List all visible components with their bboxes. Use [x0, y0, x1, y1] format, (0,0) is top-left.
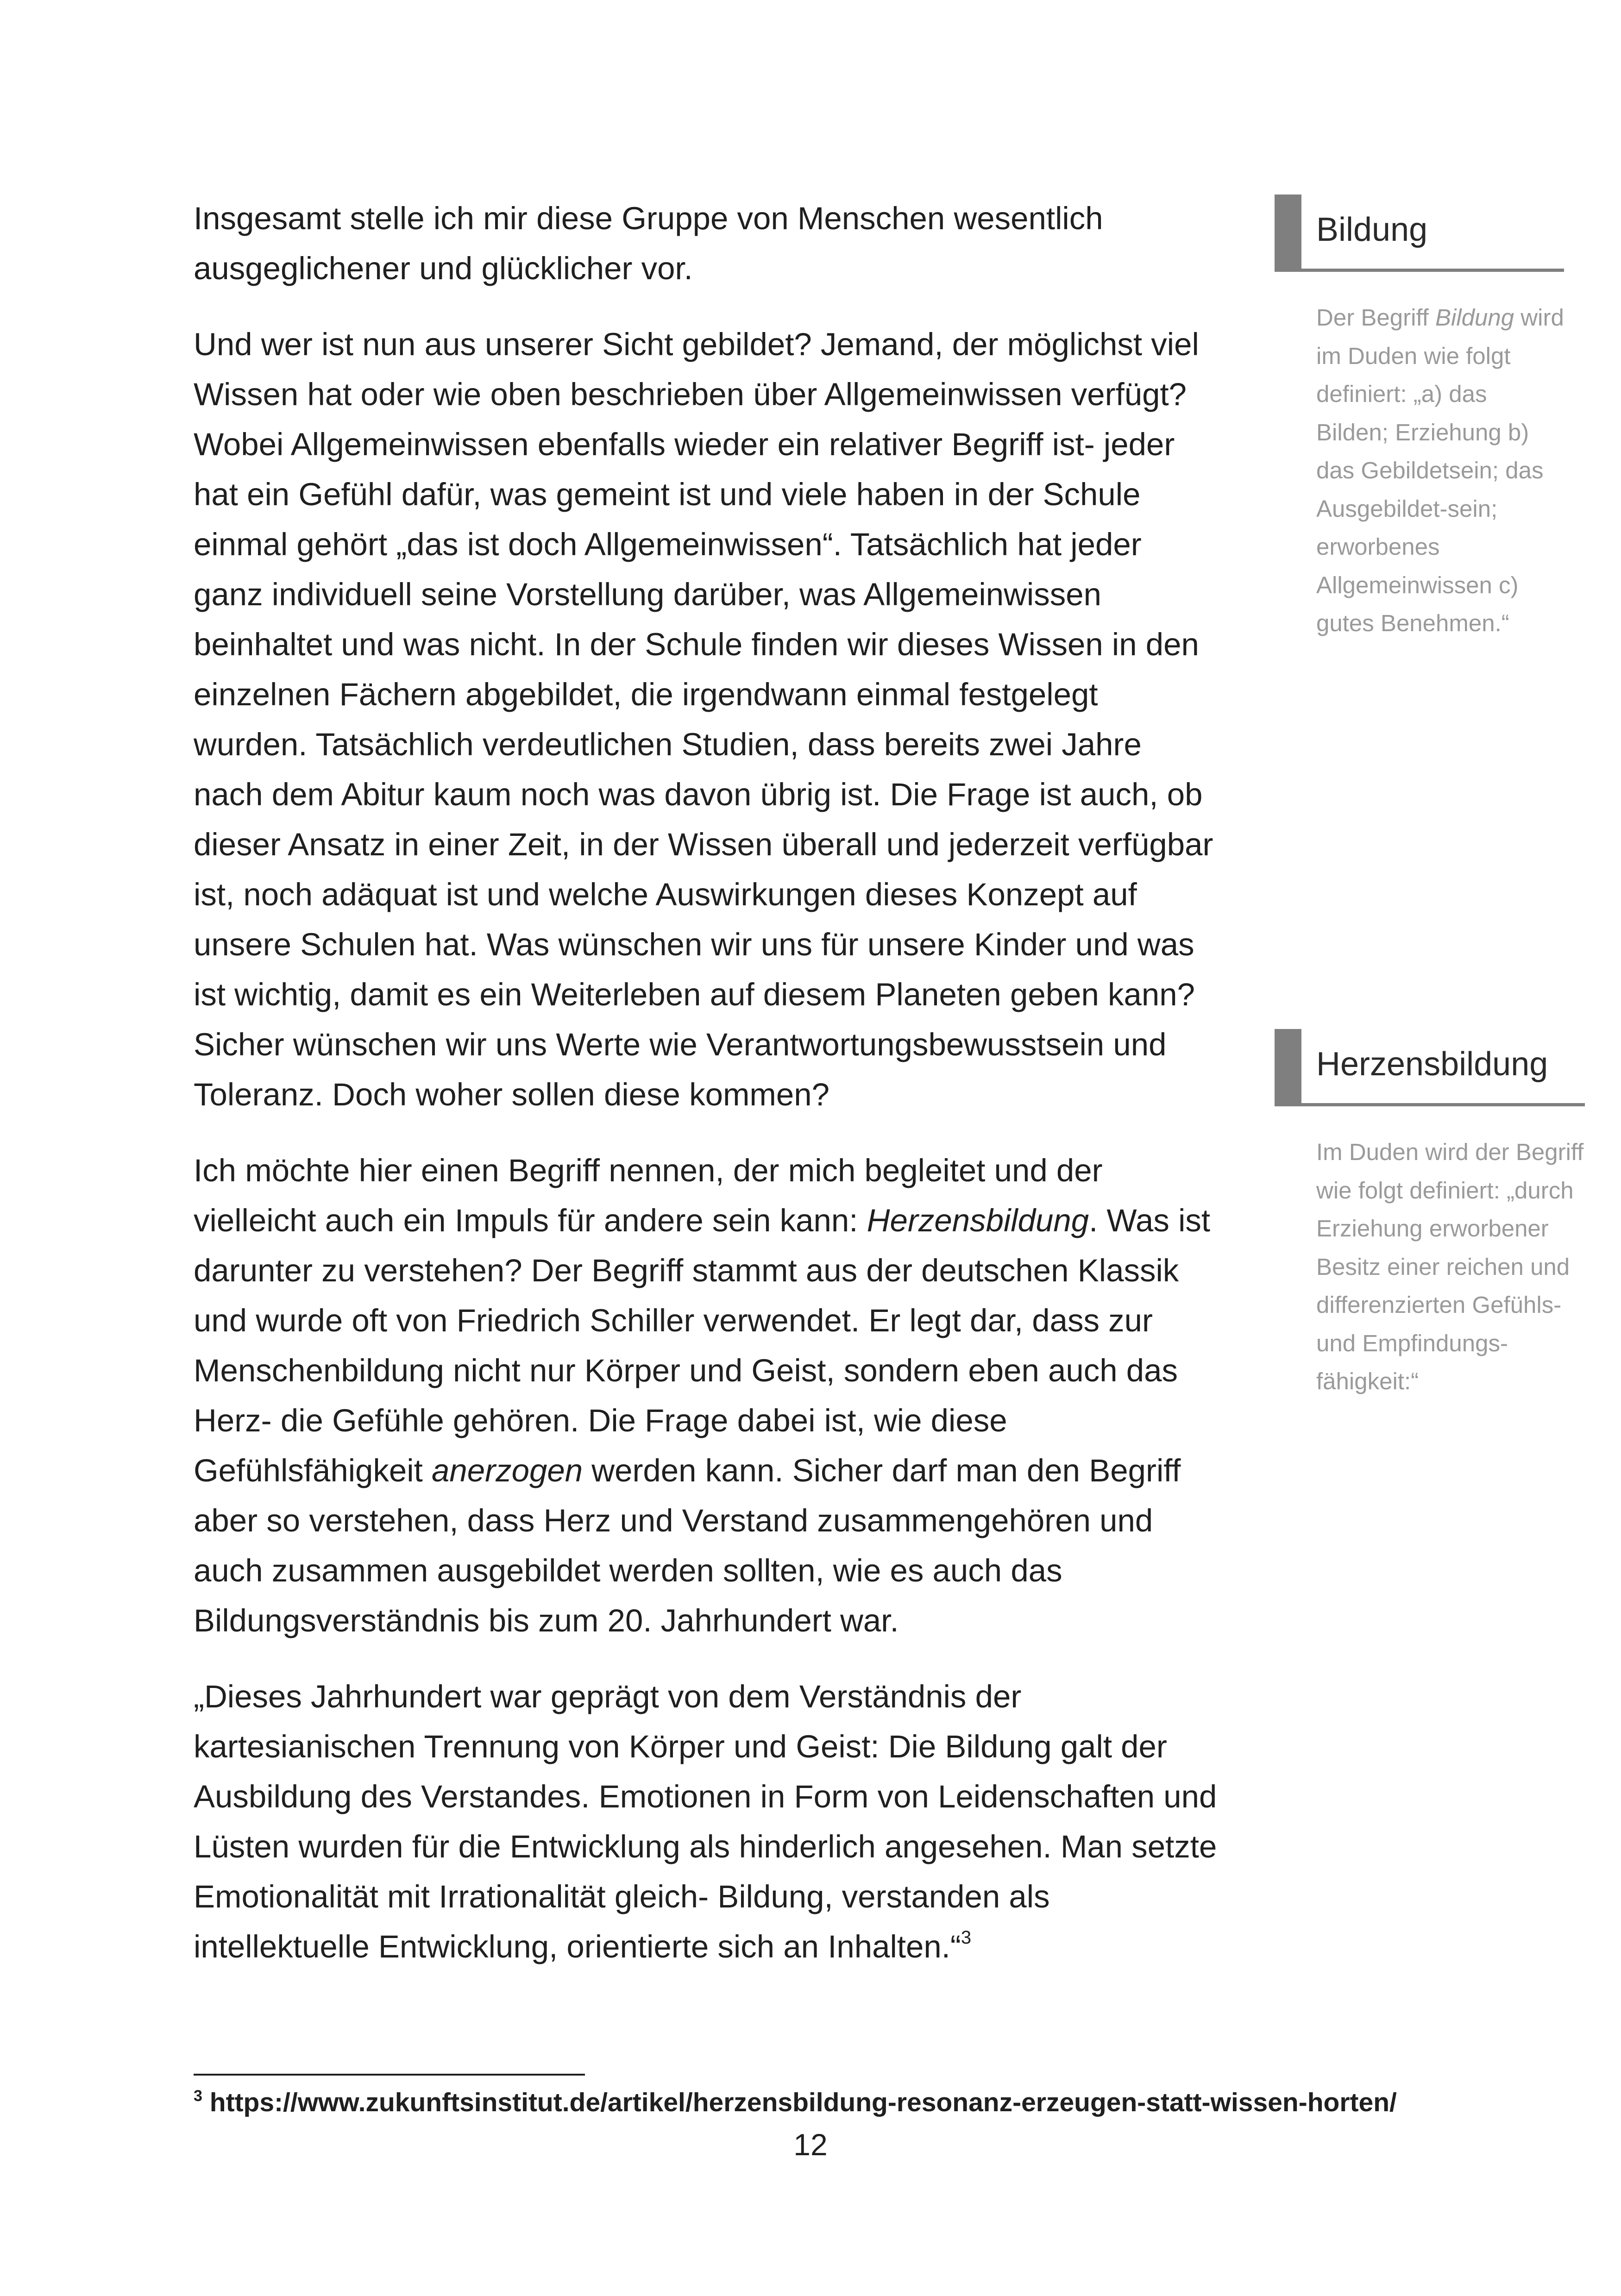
paragraph-1: Insgesamt stelle ich mir diese Gruppe von Menschen wesentlich ausgeglichener und glücklicher vor. — [194, 201, 1103, 286]
paragraph-3-part-b: . Was ist darunter zu verstehen? Der Begriff stammt aus der deutschen Klassik und wurde oft von Friedrich Schiller verwendet. Er legt dar, dass zur Menschenbildung nicht nur Körper und Geist, sondern eben auch das Herz- die Gefühle gehören. Die Frage dabei ist, wie diese Gefühlsfähigkeit — [194, 1203, 1211, 1488]
sidebar-box-herzensbildung — [1275, 1029, 1585, 1401]
footnote-mark: 3 — [194, 2087, 202, 2105]
paragraph-3-part-a: Ich möchte hier einen Begriff nennen, der mich begleitet und der vielleicht auch ein Impuls für andere sein kann: — [194, 1153, 1103, 1238]
sidebar-box-header — [1275, 1029, 1585, 1106]
footnote-link[interactable]: https://www.zukunftsinstitut.de/artikel/herzensbildung-resonanz-erzeugen-statt-wissen-horten/ — [209, 2088, 1397, 2117]
sidebar-accent-bar — [1275, 194, 1301, 269]
sidebar-box-bildung — [1275, 194, 1564, 643]
main-text — [194, 194, 1217, 1998]
paragraph-3-part-c: werden kann. Sicher darf man den Begriff aber so verstehen, dass Herz und Verstand zusammengehören und auch zusammen ausgebildet werden sollten, wie es auch das Bildungsverständnis bis zum 20. Jahrhundert war. — [194, 1453, 1181, 1638]
footnote-reference[interactable]: 3 — [961, 1927, 972, 1948]
sidebar-title-herzensbildung: Herzensbildung — [1316, 1046, 1548, 1083]
sidebar-accent-bar — [1275, 1029, 1301, 1103]
sidebar-text-emphasis: Bildung — [1435, 304, 1514, 331]
paragraph-3-emphasis-herzensbildung: Herzensbildung — [867, 1203, 1089, 1238]
sidebar-text-part: wird im Duden wie folgt definiert: „a) das Bilden; Erziehung b) das Gebildetsein; das Ausgebildet-sein; erworbenes Allgemeinwissen c) gutes Benehmen.“ — [1316, 304, 1564, 636]
page-number: 12 — [793, 2127, 828, 2162]
sidebar-text-part: Der Begriff — [1316, 304, 1435, 331]
quote-text: „Dieses Jahrhundert war geprägt von dem Verständnis der kartesianischen Trennung von Körper und Geist: Die Bildung galt der Ausbildung des Verstandes. Emotionen in Form von Leidenschaften und Lüsten wurden für die Entwicklung als hinderlich angesehen. Man setzte Emotionalität mit Irrationalität gleich- Bildung, verstanden als intellektuelle Entwicklung, orientierte sich an Inhalten.“ — [194, 1679, 1217, 1964]
sidebar-box-header — [1275, 194, 1564, 272]
sidebar-title-bildung: Bildung — [1316, 211, 1428, 248]
paragraph-4-quote — [194, 1672, 1217, 1972]
footnote-separator — [194, 2074, 585, 2076]
sidebar-text-herzensbildung: Im Duden wird der Begriff wie folgt definiert: „durch Erziehung erworbener Besitz einer reichen und differenzierten Gefühls- und Empfindungs-fähigkeit:“ — [1316, 1139, 1584, 1394]
sidebar-text-bildung — [1275, 299, 1564, 643]
footnote — [194, 2084, 1444, 2121]
paragraph-3 — [194, 1146, 1217, 1646]
paragraph-2: Und wer ist nun aus unserer Sicht gebildet? Jemand, der möglichst viel Wissen hat oder wie oben beschrieben über Allgemeinwissen verfügt? Wobei Allgemeinwissen ebenfalls wieder ein relativer Begriff ist- jeder hat ein Gefühl dafür, was gemeint ist und viele haben in der Schule einmal gehört „das ist doch Allgemeinwissen“. Tatsächlich hat jeder ganz individuell seine Vorstellung darüber, was Allgemeinwissen beinhaltet und was nicht. In der Schule finden wir dieses Wissen in den einzelnen Fächern abgebildet, die irgendwann einmal festgelegt wurden. Tatsächlich verdeutlichen Studien, dass bereits zwei Jahre nach dem Abitur kaum noch was davon übrig ist. Die Frage ist auch, ob dieser Ansatz in einer Zeit, in der Wissen überall und jederzeit verfügbar ist, noch adäquat ist und welche Auswirkungen dieses Konzept auf unsere Schulen hat. Was wünschen wir uns für unsere Kinder und was ist wichtig, damit es ein Weiterleben auf diesem Planeten geben kann? Sicher wünschen wir uns Werte wie Verantwortungsbewusstsein und Toleranz. Doch woher sollen diese kommen? — [194, 326, 1213, 1112]
paragraph-3-emphasis-anerzogen: anerzogen — [431, 1453, 583, 1488]
